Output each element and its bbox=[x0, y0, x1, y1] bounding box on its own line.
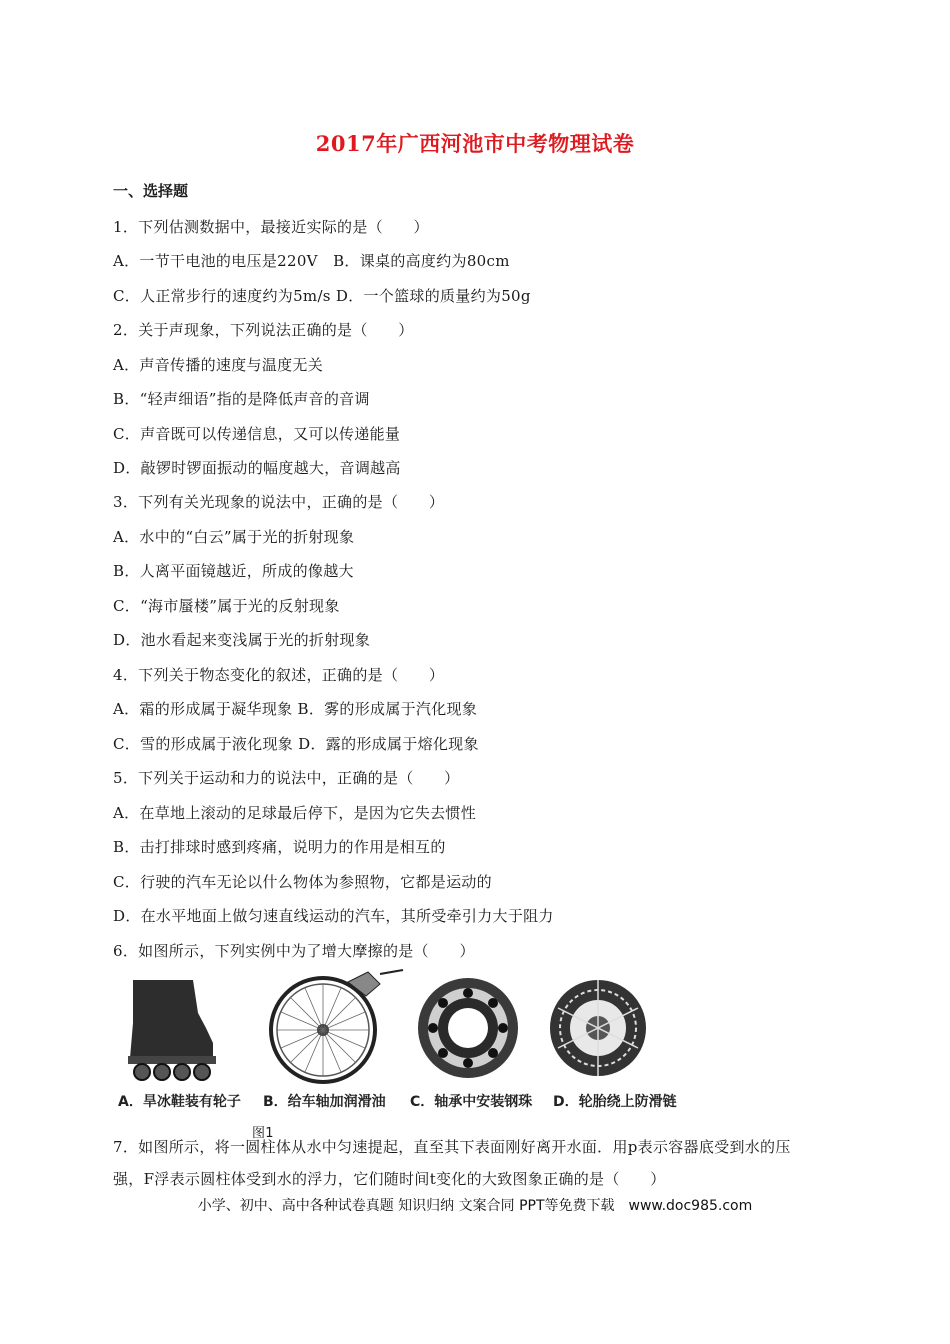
question-6: 6．如图所示，下列实例中为了增大摩擦的是（ ） bbox=[113, 942, 475, 960]
figure-label-c: C．轴承中安装钢珠 bbox=[410, 1094, 533, 1110]
q3-option-d: D．池水看起来变浅属于光的折射现象 bbox=[113, 631, 371, 649]
question-7-line1: 7．如图所示，将一圆柱体从水中匀速提起，直至其下表面刚好离开水面．用p表示容器底受到水的压 bbox=[113, 1138, 791, 1156]
question-3: 3．下列有关光现象的说法中，正确的是（ ） bbox=[113, 493, 445, 511]
q3-option-c: C．“海市蜃楼”属于光的反射现象 bbox=[113, 597, 340, 615]
figure-caption: 图1 bbox=[252, 1126, 274, 1141]
figure-label-a: A．旱冰鞋装有轮子 bbox=[118, 1094, 241, 1110]
q2-option-a: A．声音传播的速度与温度无关 bbox=[113, 356, 324, 374]
q3-option-b: B．人离平面镜越近，所成的像越大 bbox=[113, 562, 354, 580]
question-5: 5．下列关于运动和力的说法中，正确的是（ ） bbox=[113, 769, 460, 787]
q1-options-cd: C．人正常步行的速度约为5m/s D．一个篮球的质量约为50g bbox=[113, 287, 531, 305]
q5-option-c: C．行驶的汽车无论以什么物体为参照物，它都是运动的 bbox=[113, 873, 492, 891]
figure-label-b: B．给车轴加润滑油 bbox=[263, 1094, 386, 1110]
exam-title: 2017年广西河池市中考物理试卷 bbox=[315, 131, 635, 156]
question-4: 4．下列关于物态变化的叙述，正确的是（ ） bbox=[113, 666, 445, 684]
roller-skate-image bbox=[128, 980, 216, 1080]
q2-option-c: C．声音既可以传递信息，又可以传递能量 bbox=[113, 425, 401, 443]
q5-option-d: D．在水平地面上做匀速直线运动的汽车，其所受牵引力大于阻力 bbox=[113, 907, 554, 925]
q2-option-b: B．“轻声细语”指的是降低声音的音调 bbox=[113, 390, 370, 408]
q2-option-d: D．敲锣时锣面振动的幅度越大，音调越高 bbox=[113, 459, 401, 477]
q5-option-b: B．击打排球时感到疼痛，说明力的作用是相互的 bbox=[113, 838, 446, 856]
footer-download-notice: 小学、初中、高中各种试卷真题 知识归纳 文案合同 PPT等免费下载 www.doc985.com bbox=[197, 1198, 753, 1214]
q1-options-ab: A．一节干电池的电压是220V B．课桌的高度约为80cm bbox=[113, 252, 510, 270]
q5-option-a: A．在草地上滚动的足球最后停下，是因为它失去惯性 bbox=[113, 804, 477, 822]
q4-options-ab: A．霜的形成属于凝华现象 B．雾的形成属于汽化现象 bbox=[113, 700, 478, 718]
tire-chain-image bbox=[550, 980, 646, 1076]
figure-1-friction-examples bbox=[118, 968, 698, 1118]
question-7-line2: 强，F浮表示圆柱体受到水的浮力，它们随时间t变化的大致图象正确的是（ ） bbox=[113, 1170, 666, 1188]
bicycle-wheel-image bbox=[271, 970, 403, 1082]
section-heading: 一、选择题 bbox=[113, 182, 189, 200]
q3-option-a: A．水中的“白云”属于光的折射现象 bbox=[113, 528, 355, 546]
question-2: 2．关于声现象，下列说法正确的是（ ） bbox=[113, 321, 414, 339]
figure-label-d: D．轮胎绕上防滑链 bbox=[553, 1094, 677, 1110]
question-1: 1．下列估测数据中，最接近实际的是（ ） bbox=[113, 218, 429, 236]
q4-options-cd: C．雪的形成属于液化现象 D．露的形成属于熔化现象 bbox=[113, 735, 479, 753]
bearing-image bbox=[418, 978, 518, 1078]
